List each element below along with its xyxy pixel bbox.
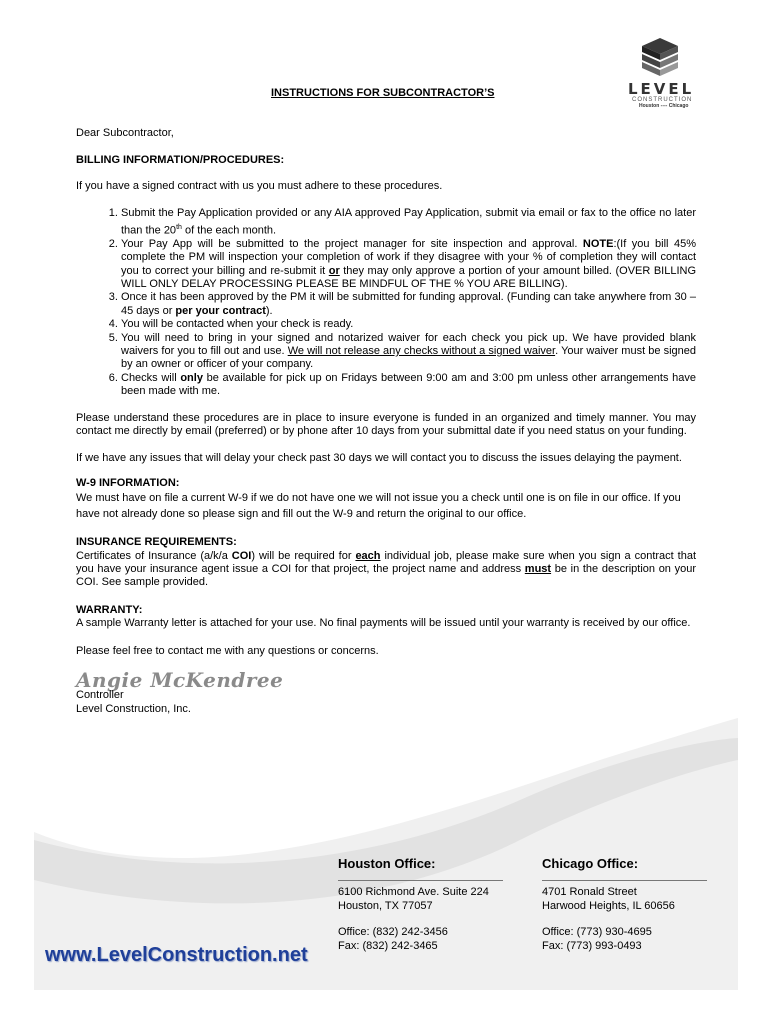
list-item: 2. Your Pay App will be submitted to the project manager for site inspection and approval. NOTE:(If you bill 45% complete the PM will inspection your completion of work if they disagree with your % of completion they will contact you to correct your billing and re-submit it or they may only approve a portion of your amount billed. (OVER BILLING WILL ONLY DELAY PROCESSING PLEASE BE MINDFUL OF THE % YOU ARE BILLING). (121, 238, 696, 292)
billing-heading: BILLING INFORMATION/PROCEDURES: (76, 154, 285, 167)
chicago-office (542, 857, 707, 953)
chicago-address-line2: Harwood Heights, IL 60656 (542, 899, 675, 912)
logo-cities: Houston ---- Chicago (639, 103, 689, 109)
billing-steps-list (76, 207, 696, 398)
logo-subline: CONSTRUCTION (632, 97, 693, 103)
signer-role: Controller (76, 689, 124, 702)
page-title: INSTRUCTIONS FOR SUBCONTRACTOR’S (271, 87, 495, 99)
list-item: 1. Submit the Pay Application provided or any AIA approved Pay Application, submit via email or fax to the office no later than the 20th of the each month. (121, 207, 696, 237)
w9-heading: W-9 INFORMATION: (76, 476, 180, 489)
list-item: 5. You will need to bring in your signed and notarized waiver for each check you pick up. We have provided blank waivers for you to fill out and use. We will not release any checks without a signed waiver. Your waiver must be signed by an owner or officer of your company. (121, 332, 696, 372)
billing-intro: If you have a signed contract with us you must adhere to these procedures. (76, 179, 443, 192)
list-item: 3. Once it has been approved by the PM it will be submitted for funding approval. (Funding can take anywhere from 30 – 45 days or per your contract). (121, 291, 696, 318)
houston-fax: Fax: (832) 242-3465 (338, 939, 438, 952)
houston-address-line2: Houston, TX 77057 (338, 899, 433, 912)
list-item: 6. Checks will only be available for pick up on Fridays between 9:00 am and 3:00 pm unless other arrangements have been made with me. (121, 372, 696, 399)
chicago-phone: Office: (773) 930-4695 (542, 926, 652, 939)
chicago-office-heading: Chicago Office: (542, 856, 639, 871)
divider (338, 880, 503, 881)
warranty-heading: WARRANTY: (76, 603, 143, 616)
houston-office (338, 857, 503, 953)
warranty-text: A sample Warranty letter is attached for your use. No final payments will be issued until your warranty is received by our office. (76, 617, 691, 630)
divider (542, 880, 707, 881)
greeting: Dear Subcontractor, (76, 127, 174, 139)
w9-text: We must have on file a current W-9 if we do not have one we will not issue you a check until one is on file in our office. If you have not already done so please sign and fill out the W-9 and return the original to our office. (76, 492, 681, 521)
houston-phone: Office: (832) 242-3456 (338, 926, 448, 939)
signature: Angie McKendree (76, 668, 284, 693)
letter-body (76, 127, 696, 716)
chicago-address-line1: 4701 Ronald Street (542, 886, 637, 899)
billing-paragraph-2: If we have any issues that will delay your check past 30 days we will contact you to discuss the issues delaying the payment. (76, 452, 682, 465)
list-item: 4. You will be contacted when your check is ready. (121, 318, 696, 331)
houston-office-heading: Houston Office: (338, 856, 436, 871)
website-link[interactable]: www.LevelConstruction.net (45, 944, 308, 966)
insurance-text: Certificates of Insurance (a/k/a COI) will be required for each individual job, please make sure when you sign a contract that you have your insurance agent issue a COI for that project, the project name and address must be in the description on your COI. See sample provided. (76, 549, 697, 589)
insurance-heading: INSURANCE REQUIREMENTS: (76, 536, 237, 549)
billing-paragraph-1: Please understand these procedures are in place to insure everyone is funded in an organized and timely manner. You may contact me directly by email (preferred) or by phone after 10 days from your submittal date if you need status on your funding. (76, 411, 696, 437)
logo-brand: LEVEL (628, 80, 695, 98)
closing-line: Please feel free to contact me with any questions or concerns. (76, 644, 379, 657)
signer-company: Level Construction, Inc. (76, 702, 191, 715)
houston-address-line1: 6100 Richmond Ave. Suite 224 (338, 886, 489, 899)
chicago-fax: Fax: (773) 993-0493 (542, 939, 642, 952)
